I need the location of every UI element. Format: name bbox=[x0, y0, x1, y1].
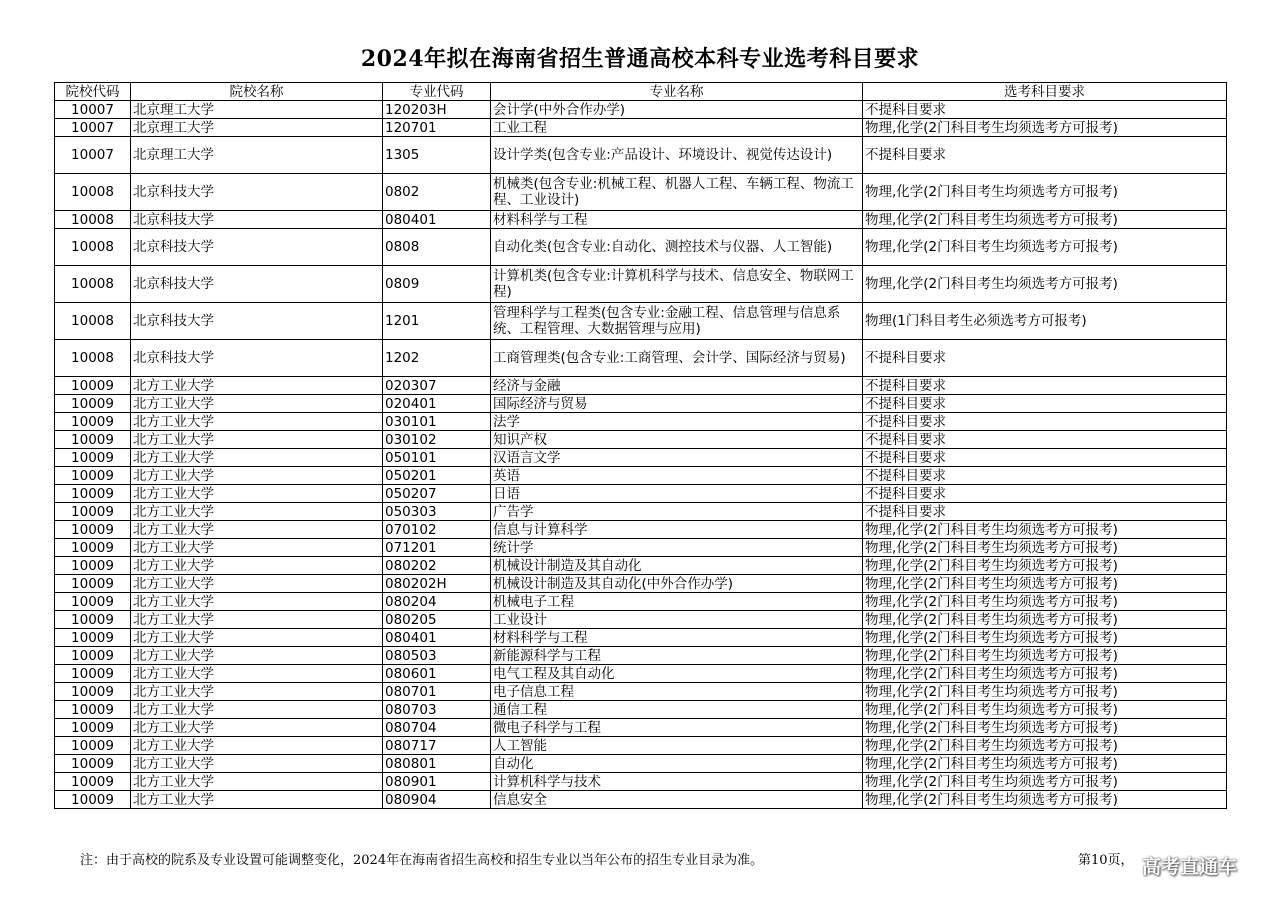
header-major-code: 专业代码 bbox=[383, 83, 491, 101]
cell-school-name: 北方工业大学 bbox=[131, 557, 383, 575]
cell-major-name: 机械设计制造及其自动化 bbox=[491, 557, 863, 575]
cell-requirement: 不提科目要求 bbox=[863, 137, 1227, 174]
table-row bbox=[55, 539, 1227, 557]
table-row bbox=[55, 413, 1227, 431]
cell-school-name: 北方工业大学 bbox=[131, 431, 383, 449]
cell-requirement: 不提科目要求 bbox=[863, 101, 1227, 119]
cell-school-code: 10009 bbox=[55, 755, 131, 773]
cell-school-name: 北方工业大学 bbox=[131, 593, 383, 611]
cell-major-name: 设计学类(包含专业:产品设计、环境设计、视觉传达设计) bbox=[491, 137, 863, 174]
table-row bbox=[55, 101, 1227, 119]
cell-major-name: 工业设计 bbox=[491, 611, 863, 629]
cell-school-name: 北京科技大学 bbox=[131, 211, 383, 229]
cell-major-code: 080202H bbox=[383, 575, 491, 593]
cell-requirement: 物理,化学(2门科目考生均须选考方可报考) bbox=[863, 719, 1227, 737]
cell-major-name: 材料科学与工程 bbox=[491, 629, 863, 647]
cell-requirement: 物理,化学(2门科目考生均须选考方可报考) bbox=[863, 683, 1227, 701]
cell-school-code: 10009 bbox=[55, 737, 131, 755]
cell-requirement: 物理,化学(2门科目考生均须选考方可报考) bbox=[863, 611, 1227, 629]
cell-major-code: 080601 bbox=[383, 665, 491, 683]
cell-major-code: 071201 bbox=[383, 539, 491, 557]
cell-school-name: 北京科技大学 bbox=[131, 174, 383, 211]
cell-school-name: 北方工业大学 bbox=[131, 737, 383, 755]
cell-school-code: 10009 bbox=[55, 683, 131, 701]
table-row bbox=[55, 701, 1227, 719]
cell-major-code: 1305 bbox=[383, 137, 491, 174]
cell-school-code: 10008 bbox=[55, 174, 131, 211]
cell-school-name: 北方工业大学 bbox=[131, 539, 383, 557]
cell-major-code: 030102 bbox=[383, 431, 491, 449]
table-row bbox=[55, 629, 1227, 647]
cell-school-name: 北方工业大学 bbox=[131, 611, 383, 629]
cell-major-name: 会计学(中外合作办学) bbox=[491, 101, 863, 119]
cell-requirement: 物理,化学(2门科目考生均须选考方可报考) bbox=[863, 629, 1227, 647]
cell-requirement: 物理,化学(2门科目考生均须选考方可报考) bbox=[863, 229, 1227, 266]
cell-major-name: 材料科学与工程 bbox=[491, 211, 863, 229]
table-row bbox=[55, 303, 1227, 340]
table-row bbox=[55, 503, 1227, 521]
cell-school-code: 10009 bbox=[55, 413, 131, 431]
cell-major-name: 汉语言文学 bbox=[491, 449, 863, 467]
cell-requirement: 物理,化学(2门科目考生均须选考方可报考) bbox=[863, 575, 1227, 593]
cell-requirement: 物理,化学(2门科目考生均须选考方可报考) bbox=[863, 737, 1227, 755]
table-row bbox=[55, 755, 1227, 773]
cell-major-name: 英语 bbox=[491, 467, 863, 485]
page-title: 2024年拟在海南省招生普通高校本科专业选考科目要求 bbox=[360, 46, 920, 72]
table-row bbox=[55, 683, 1227, 701]
cell-school-code: 10009 bbox=[55, 665, 131, 683]
cell-major-code: 080401 bbox=[383, 211, 491, 229]
cell-school-name: 北京科技大学 bbox=[131, 266, 383, 303]
cell-school-code: 10009 bbox=[55, 539, 131, 557]
cell-school-code: 10008 bbox=[55, 303, 131, 340]
cell-requirement: 物理,化学(2门科目考生均须选考方可报考) bbox=[863, 174, 1227, 211]
header-major-name: 专业名称 bbox=[491, 83, 863, 101]
cell-major-code: 020401 bbox=[383, 395, 491, 413]
cell-major-code: 1201 bbox=[383, 303, 491, 340]
table-row bbox=[55, 485, 1227, 503]
cell-school-name: 北方工业大学 bbox=[131, 521, 383, 539]
cell-school-name: 北方工业大学 bbox=[131, 647, 383, 665]
table-header-row bbox=[55, 83, 1227, 101]
cell-school-code: 10009 bbox=[55, 377, 131, 395]
table-row bbox=[55, 521, 1227, 539]
cell-requirement: 不提科目要求 bbox=[863, 413, 1227, 431]
cell-school-code: 10008 bbox=[55, 266, 131, 303]
cell-requirement: 物理,化学(2门科目考生均须选考方可报考) bbox=[863, 791, 1227, 809]
cell-requirement: 物理,化学(2门科目考生均须选考方可报考) bbox=[863, 521, 1227, 539]
table-body bbox=[55, 101, 1227, 809]
cell-major-name: 统计学 bbox=[491, 539, 863, 557]
cell-requirement: 物理,化学(2门科目考生均须选考方可报考) bbox=[863, 211, 1227, 229]
table-row bbox=[55, 719, 1227, 737]
cell-school-name: 北方工业大学 bbox=[131, 755, 383, 773]
cell-school-name: 北京科技大学 bbox=[131, 229, 383, 266]
cell-school-code: 10008 bbox=[55, 229, 131, 266]
cell-major-name: 微电子科学与工程 bbox=[491, 719, 863, 737]
cell-school-name: 北方工业大学 bbox=[131, 467, 383, 485]
cell-school-code: 10009 bbox=[55, 449, 131, 467]
cell-school-name: 北方工业大学 bbox=[131, 683, 383, 701]
cell-requirement: 物理,化学(2门科目考生均须选考方可报考) bbox=[863, 266, 1227, 303]
cell-requirement: 不提科目要求 bbox=[863, 431, 1227, 449]
cell-requirement: 物理,化学(2门科目考生均须选考方可报考) bbox=[863, 647, 1227, 665]
table-row bbox=[55, 449, 1227, 467]
cell-school-code: 10009 bbox=[55, 521, 131, 539]
cell-major-code: 0809 bbox=[383, 266, 491, 303]
watermark: 高考直通车 bbox=[1142, 856, 1238, 878]
table-row bbox=[55, 395, 1227, 413]
table-row bbox=[55, 593, 1227, 611]
cell-requirement: 物理,化学(2门科目考生均须选考方可报考) bbox=[863, 119, 1227, 137]
cell-school-code: 10009 bbox=[55, 719, 131, 737]
table-row bbox=[55, 137, 1227, 174]
header-school-code: 院校代码 bbox=[55, 83, 131, 101]
cell-major-name: 法学 bbox=[491, 413, 863, 431]
cell-requirement: 物理,化学(2门科目考生均须选考方可报考) bbox=[863, 755, 1227, 773]
cell-requirement: 不提科目要求 bbox=[863, 485, 1227, 503]
cell-major-code: 0808 bbox=[383, 229, 491, 266]
cell-school-code: 10009 bbox=[55, 629, 131, 647]
cell-school-name: 北京理工大学 bbox=[131, 119, 383, 137]
cell-school-name: 北京科技大学 bbox=[131, 340, 383, 377]
cell-requirement: 不提科目要求 bbox=[863, 377, 1227, 395]
cell-major-name: 经济与金融 bbox=[491, 377, 863, 395]
cell-school-name: 北京理工大学 bbox=[131, 137, 383, 174]
table-row bbox=[55, 266, 1227, 303]
cell-major-code: 080704 bbox=[383, 719, 491, 737]
table-row bbox=[55, 174, 1227, 211]
cell-major-name: 广告学 bbox=[491, 503, 863, 521]
cell-school-code: 10009 bbox=[55, 503, 131, 521]
cell-school-code: 10009 bbox=[55, 773, 131, 791]
table-row bbox=[55, 665, 1227, 683]
cell-major-name: 日语 bbox=[491, 485, 863, 503]
cell-school-code: 10009 bbox=[55, 701, 131, 719]
cell-school-name: 北方工业大学 bbox=[131, 773, 383, 791]
header-requirement: 选考科目要求 bbox=[863, 83, 1227, 101]
cell-requirement: 物理,化学(2门科目考生均须选考方可报考) bbox=[863, 593, 1227, 611]
cell-major-code: 080901 bbox=[383, 773, 491, 791]
table-row bbox=[55, 791, 1227, 809]
header-school-name: 院校名称 bbox=[131, 83, 383, 101]
table-row bbox=[55, 340, 1227, 377]
cell-major-name: 自动化 bbox=[491, 755, 863, 773]
cell-school-name: 北方工业大学 bbox=[131, 485, 383, 503]
cell-requirement: 物理,化学(2门科目考生均须选考方可报考) bbox=[863, 701, 1227, 719]
cell-major-code: 080801 bbox=[383, 755, 491, 773]
cell-major-code: 050207 bbox=[383, 485, 491, 503]
cell-school-name: 北方工业大学 bbox=[131, 395, 383, 413]
cell-major-code: 050303 bbox=[383, 503, 491, 521]
cell-school-code: 10009 bbox=[55, 431, 131, 449]
cell-major-code: 080204 bbox=[383, 593, 491, 611]
cell-requirement: 物理,化学(2门科目考生均须选考方可报考) bbox=[863, 773, 1227, 791]
cell-requirement: 物理,化学(2门科目考生均须选考方可报考) bbox=[863, 665, 1227, 683]
cell-major-name: 信息安全 bbox=[491, 791, 863, 809]
table-row bbox=[55, 229, 1227, 266]
cell-requirement: 不提科目要求 bbox=[863, 340, 1227, 377]
cell-school-name: 北方工业大学 bbox=[131, 791, 383, 809]
cell-school-code: 10009 bbox=[55, 575, 131, 593]
cell-school-code: 10009 bbox=[55, 611, 131, 629]
cell-major-name: 机械设计制造及其自动化(中外合作办学) bbox=[491, 575, 863, 593]
cell-school-code: 10009 bbox=[55, 557, 131, 575]
cell-major-code: 030101 bbox=[383, 413, 491, 431]
cell-school-name: 北方工业大学 bbox=[131, 575, 383, 593]
cell-major-code: 020307 bbox=[383, 377, 491, 395]
cell-school-code: 10008 bbox=[55, 340, 131, 377]
table-row bbox=[55, 647, 1227, 665]
cell-major-name: 机械电子工程 bbox=[491, 593, 863, 611]
cell-school-name: 北方工业大学 bbox=[131, 503, 383, 521]
cell-school-code: 10009 bbox=[55, 647, 131, 665]
cell-major-code: 080205 bbox=[383, 611, 491, 629]
cell-major-name: 机械类(包含专业:机械工程、机器人工程、车辆工程、物流工程、工业设计) bbox=[491, 174, 863, 211]
cell-school-code: 10007 bbox=[55, 119, 131, 137]
cell-major-name: 信息与计算科学 bbox=[491, 521, 863, 539]
cell-major-code: 080503 bbox=[383, 647, 491, 665]
cell-school-name: 北方工业大学 bbox=[131, 449, 383, 467]
cell-major-name: 工商管理类(包含专业:工商管理、会计学、国际经济与贸易) bbox=[491, 340, 863, 377]
cell-major-name: 计算机类(包含专业:计算机科学与技术、信息安全、物联网工程) bbox=[491, 266, 863, 303]
table-row bbox=[55, 557, 1227, 575]
cell-school-code: 10009 bbox=[55, 791, 131, 809]
cell-school-code: 10007 bbox=[55, 101, 131, 119]
cell-school-name: 北方工业大学 bbox=[131, 629, 383, 647]
cell-requirement: 不提科目要求 bbox=[863, 467, 1227, 485]
table-row bbox=[55, 575, 1227, 593]
table-row bbox=[55, 467, 1227, 485]
cell-school-code: 10007 bbox=[55, 137, 131, 174]
cell-major-name: 人工智能 bbox=[491, 737, 863, 755]
cell-major-name: 通信工程 bbox=[491, 701, 863, 719]
cell-major-name: 知识产权 bbox=[491, 431, 863, 449]
table-row bbox=[55, 611, 1227, 629]
cell-school-code: 10009 bbox=[55, 395, 131, 413]
cell-major-code: 120203H bbox=[383, 101, 491, 119]
cell-school-name: 北方工业大学 bbox=[131, 413, 383, 431]
cell-school-name: 北方工业大学 bbox=[131, 701, 383, 719]
cell-major-code: 070102 bbox=[383, 521, 491, 539]
cell-major-code: 0802 bbox=[383, 174, 491, 211]
cell-major-code: 120701 bbox=[383, 119, 491, 137]
cell-major-code: 050201 bbox=[383, 467, 491, 485]
table-row bbox=[55, 211, 1227, 229]
cell-school-code: 10009 bbox=[55, 593, 131, 611]
cell-major-name: 国际经济与贸易 bbox=[491, 395, 863, 413]
cell-requirement: 物理,化学(2门科目考生均须选考方可报考) bbox=[863, 539, 1227, 557]
table-row bbox=[55, 119, 1227, 137]
cell-school-code: 10009 bbox=[55, 467, 131, 485]
cell-major-code: 080703 bbox=[383, 701, 491, 719]
cell-school-name: 北京理工大学 bbox=[131, 101, 383, 119]
cell-school-code: 10008 bbox=[55, 211, 131, 229]
cell-school-name: 北京科技大学 bbox=[131, 303, 383, 340]
cell-major-name: 工业工程 bbox=[491, 119, 863, 137]
requirements-table bbox=[54, 82, 1227, 809]
cell-major-code: 080701 bbox=[383, 683, 491, 701]
table-row bbox=[55, 377, 1227, 395]
cell-requirement: 物理(1门科目考生必须选考方可报考) bbox=[863, 303, 1227, 340]
table-row bbox=[55, 431, 1227, 449]
cell-major-name: 计算机科学与技术 bbox=[491, 773, 863, 791]
cell-major-name: 电气工程及其自动化 bbox=[491, 665, 863, 683]
page-number: 第10页， bbox=[1078, 853, 1134, 868]
cell-major-code: 080401 bbox=[383, 629, 491, 647]
table-row bbox=[55, 737, 1227, 755]
cell-school-name: 北方工业大学 bbox=[131, 665, 383, 683]
cell-major-code: 080717 bbox=[383, 737, 491, 755]
cell-major-name: 新能源科学与工程 bbox=[491, 647, 863, 665]
cell-major-code: 1202 bbox=[383, 340, 491, 377]
cell-requirement: 不提科目要求 bbox=[863, 449, 1227, 467]
cell-major-name: 自动化类(包含专业:自动化、测控技术与仪器、人工智能) bbox=[491, 229, 863, 266]
table-row bbox=[55, 773, 1227, 791]
cell-major-code: 050101 bbox=[383, 449, 491, 467]
cell-major-name: 电子信息工程 bbox=[491, 683, 863, 701]
footnote: 注：由于高校的院系及专业设置可能调整变化，2024年在海南省招生高校和招生专业以当年公布的招生专业目录为准。 bbox=[80, 853, 764, 868]
cell-school-name: 北方工业大学 bbox=[131, 377, 383, 395]
cell-school-code: 10009 bbox=[55, 485, 131, 503]
cell-major-name: 管理科学与工程类(包含专业:金融工程、信息管理与信息系统、工程管理、大数据管理与应用) bbox=[491, 303, 863, 340]
cell-school-name: 北方工业大学 bbox=[131, 719, 383, 737]
cell-requirement: 物理,化学(2门科目考生均须选考方可报考) bbox=[863, 557, 1227, 575]
cell-major-code: 080904 bbox=[383, 791, 491, 809]
cell-major-code: 080202 bbox=[383, 557, 491, 575]
cell-requirement: 不提科目要求 bbox=[863, 503, 1227, 521]
cell-requirement: 不提科目要求 bbox=[863, 395, 1227, 413]
